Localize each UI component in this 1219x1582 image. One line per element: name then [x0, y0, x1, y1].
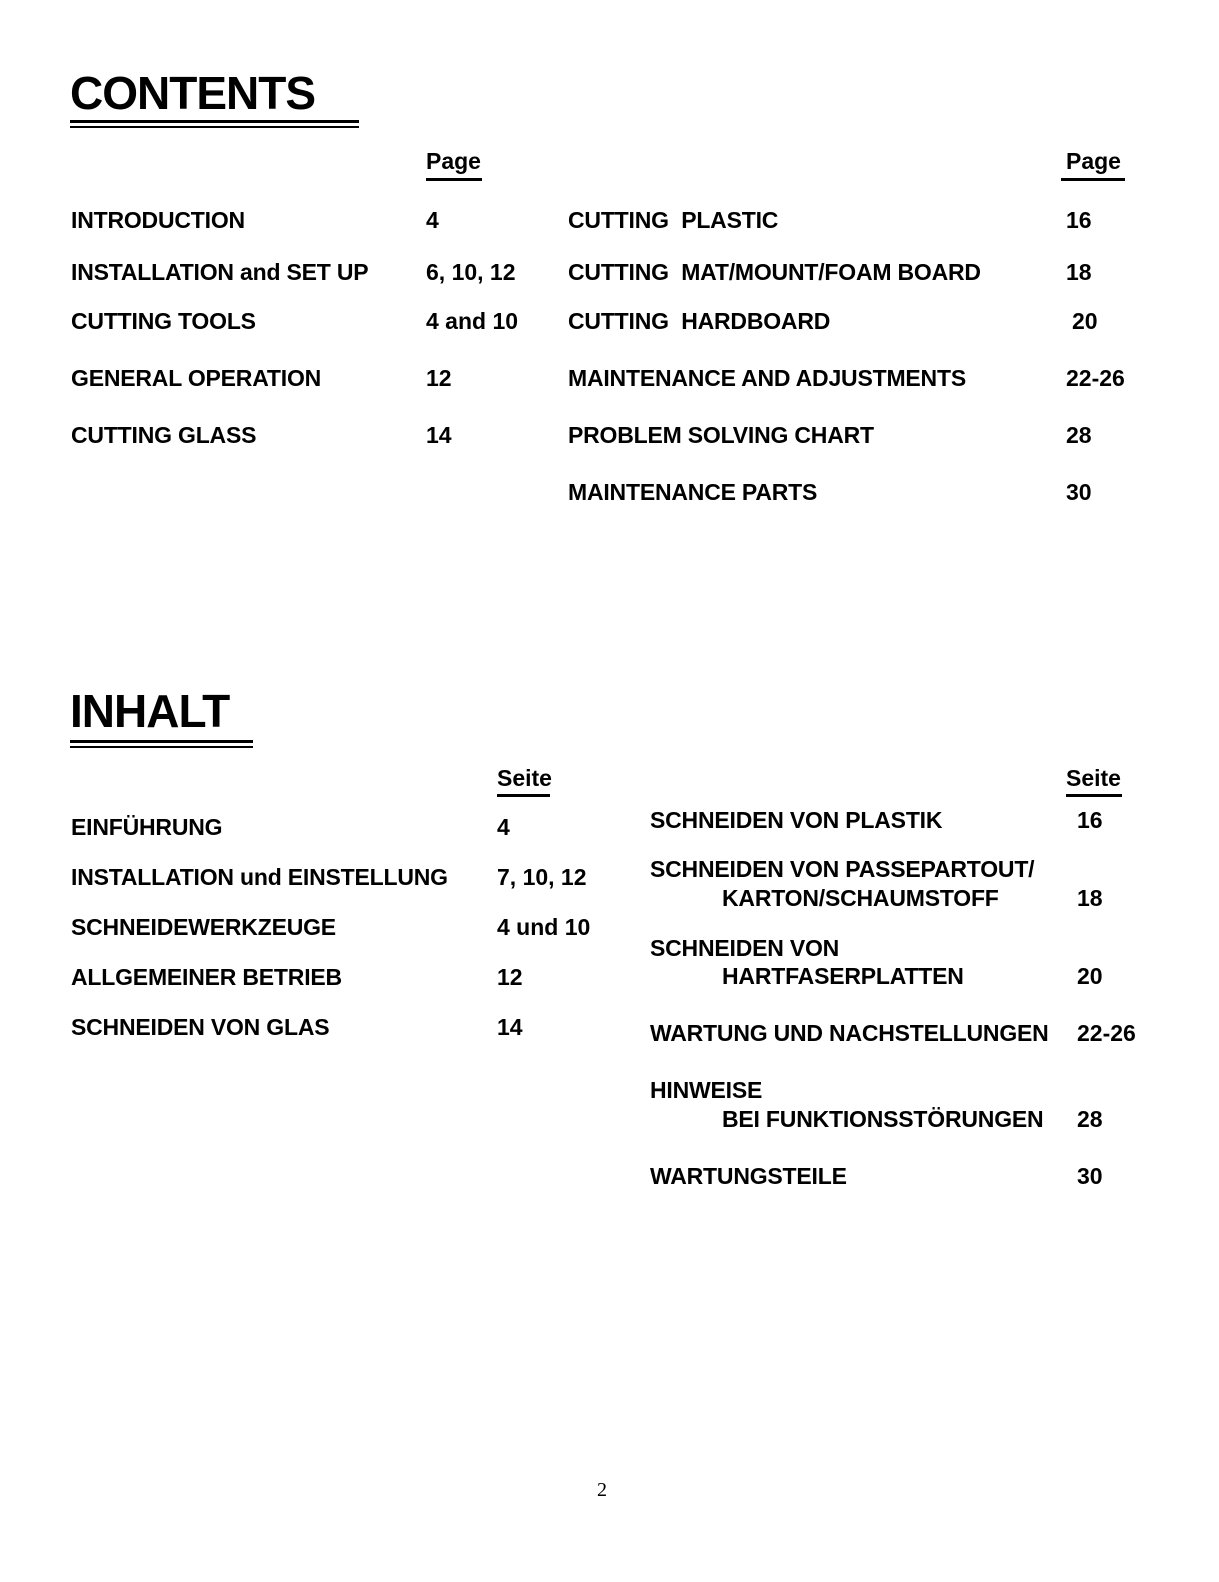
contents-item-page: 4 and 10	[426, 308, 519, 334]
contents-page-header-right: Page	[1066, 148, 1121, 174]
inhalt-item-page: 30	[1077, 1163, 1103, 1189]
contents-item-page: 30	[1066, 479, 1092, 505]
inhalt-title-rule-bottom	[70, 746, 253, 748]
contents-item-page: 14	[426, 422, 452, 448]
inhalt-page-header-right-underline	[1066, 794, 1122, 797]
contents-title: CONTENTS	[70, 67, 315, 119]
inhalt-item-label-line1: HINWEISE	[650, 1077, 763, 1103]
inhalt-item-page: 16	[1077, 807, 1103, 833]
inhalt-item-page: 28	[1077, 1106, 1103, 1132]
contents-item-label: GENERAL OPERATION	[71, 365, 322, 391]
contents-title-rule-top	[70, 120, 359, 123]
contents-item-label: CUTTING GLASS	[71, 422, 257, 448]
inhalt-item-label-line1: SCHNEIDEN VON	[650, 935, 840, 961]
footer-page-number: 2	[597, 1479, 607, 1501]
inhalt-item-page: 7, 10, 12	[497, 864, 587, 890]
contents-item-label: CUTTING TOOLS	[71, 308, 256, 334]
contents-item-label: INTRODUCTION	[71, 207, 245, 233]
contents-item-page: 12	[426, 365, 452, 391]
inhalt-item-label-line1: SCHNEIDEN VON PASSEPARTOUT/	[650, 856, 1035, 882]
contents-item-label: MAINTENANCE AND ADJUSTMENTS	[568, 365, 966, 391]
contents-page-header-right-underline	[1061, 178, 1125, 181]
contents-item-page: 18	[1066, 259, 1092, 285]
contents-item-page: 28	[1066, 422, 1092, 448]
inhalt-item-label: WARTUNG UND NACHSTELLUNGEN	[650, 1020, 1049, 1046]
contents-item-page: 16	[1066, 207, 1092, 233]
inhalt-page-header-left: Seite	[497, 765, 552, 791]
inhalt-item-label: ALLGEMEINER BETRIEB	[71, 964, 342, 990]
contents-item-label: MAINTENANCE PARTS	[568, 479, 818, 505]
inhalt-item-page: 20	[1077, 963, 1103, 989]
contents-item-label: CUTTING HARDBOARD	[568, 308, 831, 334]
inhalt-item-page: 18	[1077, 885, 1103, 911]
contents-page-header-left: Page	[426, 148, 481, 174]
contents-item-label: INSTALLATION and SET UP	[71, 259, 369, 285]
contents-item-page: 22-26	[1066, 365, 1125, 391]
inhalt-item-page: 4	[497, 814, 510, 840]
inhalt-item-page: 4 und 10	[497, 914, 591, 940]
inhalt-item-label: SCHNEIDEN VON PLASTIK	[650, 807, 943, 833]
inhalt-item-label-line2: BEI FUNKTIONSSTÖRUNGEN	[722, 1106, 1044, 1132]
contents-title-rule-bottom	[70, 126, 359, 128]
inhalt-item-label-line2: HARTFASERPLATTEN	[722, 963, 964, 989]
contents-item-page: 20	[1072, 308, 1098, 334]
inhalt-item-page: 14	[497, 1014, 523, 1040]
inhalt-item-label: EINFÜHRUNG	[71, 814, 223, 840]
inhalt-item-label: WARTUNGSTEILE	[650, 1163, 847, 1189]
contents-item-label: CUTTING MAT/MOUNT/FOAM BOARD	[568, 259, 981, 285]
inhalt-item-label: SCHNEIDEN VON GLAS	[71, 1014, 330, 1040]
inhalt-title: INHALT	[70, 685, 230, 737]
contents-item-page: 4	[426, 207, 439, 233]
inhalt-item-label-line2: KARTON/SCHAUMSTOFF	[722, 885, 999, 911]
inhalt-item-page: 12	[497, 964, 523, 990]
inhalt-item-label: SCHNEIDEWERKZEUGE	[71, 914, 336, 940]
contents-item-label: PROBLEM SOLVING CHART	[568, 422, 874, 448]
contents-item-page: 6, 10, 12	[426, 259, 516, 285]
inhalt-page-header-right: Seite	[1066, 765, 1121, 791]
contents-item-label: CUTTING PLASTIC	[568, 207, 779, 233]
contents-page-header-left-underline	[426, 178, 482, 181]
inhalt-page-header-left-underline	[497, 794, 550, 797]
inhalt-title-rule-top	[70, 740, 253, 743]
inhalt-item-label: INSTALLATION und EINSTELLUNG	[71, 864, 448, 890]
inhalt-item-page: 22-26	[1077, 1020, 1136, 1046]
